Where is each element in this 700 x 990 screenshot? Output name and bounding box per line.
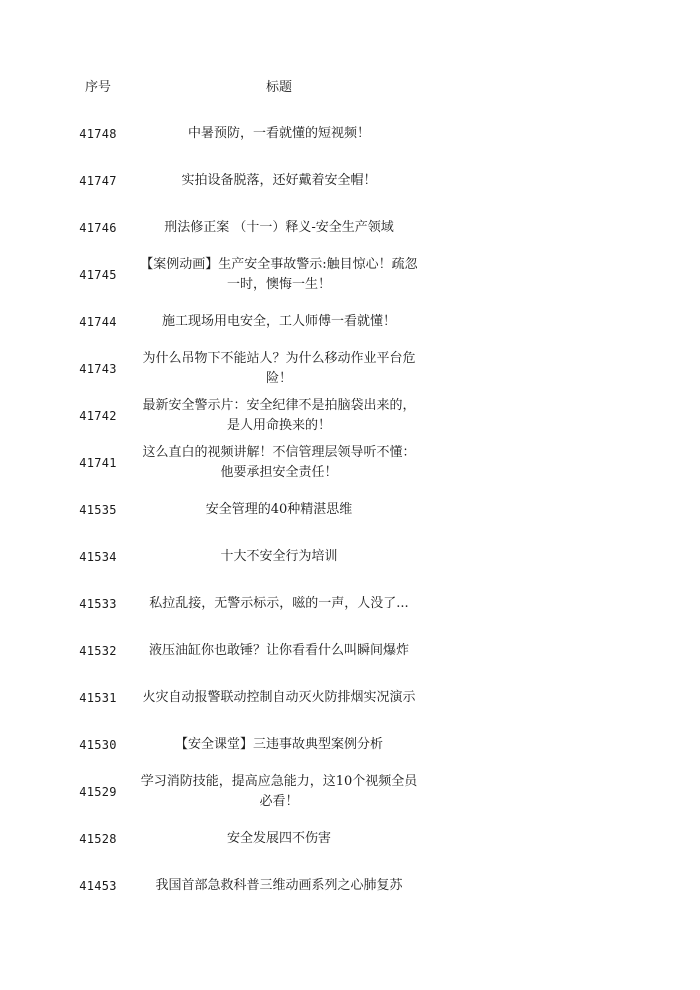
row-number: 41532	[79, 643, 117, 658]
table-header	[0, 76, 700, 100]
table-row	[0, 721, 700, 768]
row-title: 学习消防技能，提高应急能力，这10个视频全员必看！	[140, 773, 418, 809]
row-title: 这么直白的视频讲解！不信管理层领导听不懂：他要承担安全责任！	[142, 444, 416, 480]
row-title: 【案例动画】生产安全事故警示:触目惊心！疏忽一时，懊悔一生！	[140, 256, 418, 292]
row-number: 41530	[79, 737, 117, 752]
row-number: 41534	[79, 549, 117, 564]
row-number: 41744	[79, 314, 117, 329]
row-number: 41533	[79, 596, 117, 611]
row-title: 实拍设备脱落，还好戴着安全帽！	[181, 172, 377, 188]
row-number: 41531	[79, 690, 117, 705]
row-number: 41529	[79, 784, 117, 799]
row-number: 41528	[79, 831, 117, 846]
row-number: 41742	[79, 408, 117, 423]
row-title: 火灾自动报警联动控制自动灭火防排烟实况演示	[142, 689, 416, 705]
row-number: 41748	[79, 126, 117, 141]
row-number: 41743	[79, 361, 117, 376]
row-number: 41535	[79, 502, 117, 517]
table-row	[0, 110, 700, 157]
row-title: 最新安全警示片：安全纪律不是拍脑袋出来的，是人用命换来的！	[142, 397, 416, 433]
row-number: 41747	[79, 173, 117, 188]
row-title: 液压油缸你也敢锤？让你看看什么叫瞬间爆炸	[148, 642, 409, 658]
row-title: 为什么吊物下不能站人？为什么移动作业平台危险！	[142, 350, 416, 386]
table-body	[0, 110, 700, 909]
row-title: 我国首部急救科普三维动画系列之心肺复苏	[155, 877, 403, 893]
table-row	[0, 392, 700, 439]
table-row	[0, 251, 700, 298]
table-row	[0, 674, 700, 721]
table-row	[0, 298, 700, 345]
row-title: 施工现场用电安全，工人师傅一看就懂！	[161, 313, 396, 329]
row-number: 41745	[79, 267, 117, 282]
table-row	[0, 815, 700, 862]
column-header-number: 序号	[84, 80, 111, 95]
row-title: 中暑预防，一看就懂的短视频！	[187, 125, 370, 141]
row-number: 41741	[79, 455, 117, 470]
row-number: 41453	[79, 878, 117, 893]
table-row	[0, 862, 700, 909]
row-number: 41746	[79, 220, 117, 235]
table-row	[0, 768, 700, 815]
row-title: 安全发展四不伤害	[226, 830, 331, 846]
column-header-title: 标题	[265, 80, 292, 95]
row-title: 安全管理的40种精湛思维	[205, 501, 353, 517]
table-row	[0, 439, 700, 486]
row-title: 私拉乱接，无警示标示，嗞的一声，人没了...	[149, 595, 409, 611]
table-row	[0, 204, 700, 251]
table-row	[0, 157, 700, 204]
row-title: 十大不安全行为培训	[220, 548, 338, 564]
table-row	[0, 627, 700, 674]
table-row	[0, 580, 700, 627]
table-row	[0, 486, 700, 533]
table-row	[0, 345, 700, 392]
row-title: 【安全课堂】三违事故典型案例分析	[174, 736, 383, 752]
table-row	[0, 533, 700, 580]
row-title: 刑法修正案 （十一）释义-安全生产领域	[164, 219, 394, 235]
